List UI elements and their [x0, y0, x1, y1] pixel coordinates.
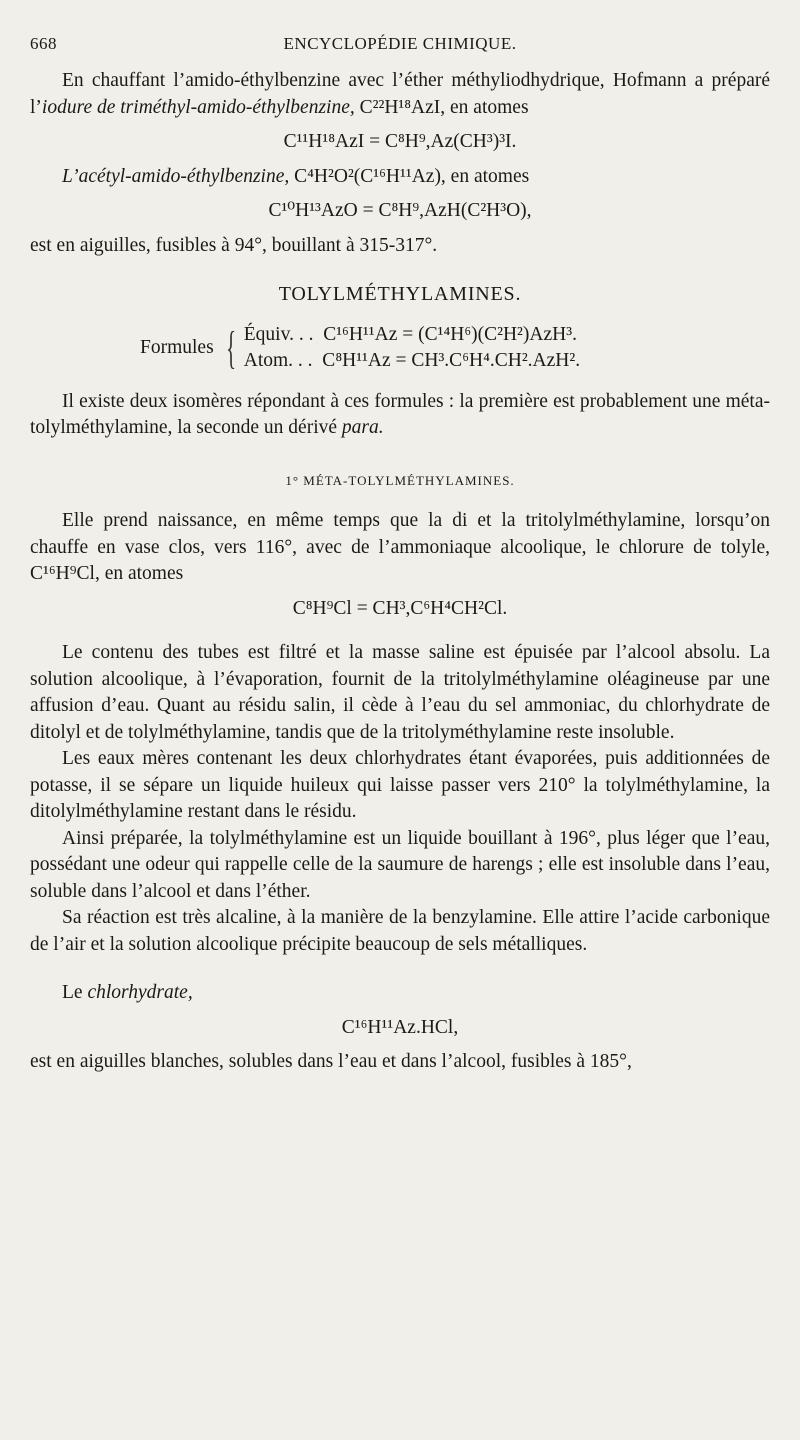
paragraph: Le chlorhydrate,: [62, 982, 193, 1003]
formule-atom: Atom. . . C⁸H¹¹Az = CH³.C⁶H⁴.CH².AzH².: [243, 350, 581, 371]
italic-term: chlorhydrate,: [87, 982, 193, 1003]
paragraph: est en aiguilles blanches, solubles dans l’eau et dans l’alcool, fusibles à 185°,: [30, 1051, 632, 1072]
paragraph: est en aiguilles, fusibles à 94°, bouillant à 315-317°.: [30, 234, 438, 256]
formule-equiv: Équiv. . . C¹⁶H¹¹Az = (C¹⁴H⁶)(C²H²)AzH³.: [243, 323, 577, 345]
italic-term: iodure de triméthyl-amido-éthylbenzine,: [41, 96, 355, 118]
section-title: TOLYLMÉTHYLAMINES.: [278, 283, 522, 305]
paragraph: Elle prend naissance, en même temps que la di et la tritolylméthylamine, lorsqu’on chauffe en vase clos, vers 116°, avec de l’ammoniaque alcoolique, le chlorure de tolyle, C¹⁶H⁹Cl, en atomes: [30, 510, 770, 584]
italic-term: L’acétyl-amido-éthylbenzine,: [62, 165, 290, 187]
paragraph: Sa réaction est très alcaline, à la manière de la benzylamine. Elle attire l’acide carbonique de l’air et la solution alcoolique précipite beaucoup de sels métalliques.: [30, 907, 770, 955]
paragraph: En chauffant l’amido-éthylbenzine avec l’éther méthyliodhydrique, Hofmann a préparé l’iodure de triméthyl-amido-éthylbenzine, C²²H¹⁸AzI, en atomes: [30, 70, 770, 118]
formula: C⁸H⁹Cl = CH³,C⁶H⁴CH²Cl.: [292, 597, 508, 619]
paragraph: Il existe deux isomères répondant à ces formules : la première est probablement une méta-tolylméthylamine, la seconde un dérivé para.: [30, 390, 770, 438]
page-body: [30, 68, 770, 1076]
italic-term: para.: [341, 417, 384, 438]
brace-glyph: {: [225, 322, 236, 373]
page-header: [30, 34, 770, 56]
formules-block: [140, 322, 770, 375]
paragraph: Les eaux mères contenant les deux chlorhydrates étant évaporées, puis additionnées de potasse, il se sépare un liquide huileux qui laisse passer vers 210° la tolylméthylamine, la ditolylméthylamine restant dans le résidu.: [30, 748, 770, 822]
running-title: ENCYCLOPÉDIE CHIMIQUE.: [283, 34, 517, 53]
subsection-title: 1° MÉTA-TOLYLMÉTHYLAMINES.: [285, 472, 515, 488]
formula: C¹¹H¹⁸AzI = C⁸H⁹,Az(CH³)³I.: [283, 131, 517, 152]
formules-label: Formules: [140, 336, 214, 358]
paragraph: Ainsi préparée, la tolylméthylamine est un liquide bouillant à 196°, plus léger que l’eau, possédant une odeur qui rappelle celle de la saumure de harengs ; elle est insoluble dans l’eau, soluble dans l’alcool et dans l’éther.: [30, 827, 770, 902]
page-number: 668: [30, 34, 57, 53]
formula: C¹⁶H¹¹Az.HCl,: [341, 1016, 459, 1038]
paragraph: Le contenu des tubes est filtré et la masse saline est épuisée par l’alcool absolu. La solution alcoolique, à l’évaporation, fournit de la tritolylméthylamine oléagineuse par une affusion d’eau. Quant au résidu salin, il cède à l’eau du sel ammoniac, du chlorhydrate de ditolyl et de tolylméthylamine, tandis que de la tritolyméthylamine reste insoluble.: [30, 642, 770, 743]
formula: C¹⁰H¹³AzO = C⁸H⁹,AzH(C²H³O),: [268, 200, 532, 221]
paragraph: L’acétyl-amido-éthylbenzine, C⁴H²O²(C¹⁶H¹¹Az), en atomes: [62, 165, 530, 187]
formules-rows: [244, 322, 580, 375]
